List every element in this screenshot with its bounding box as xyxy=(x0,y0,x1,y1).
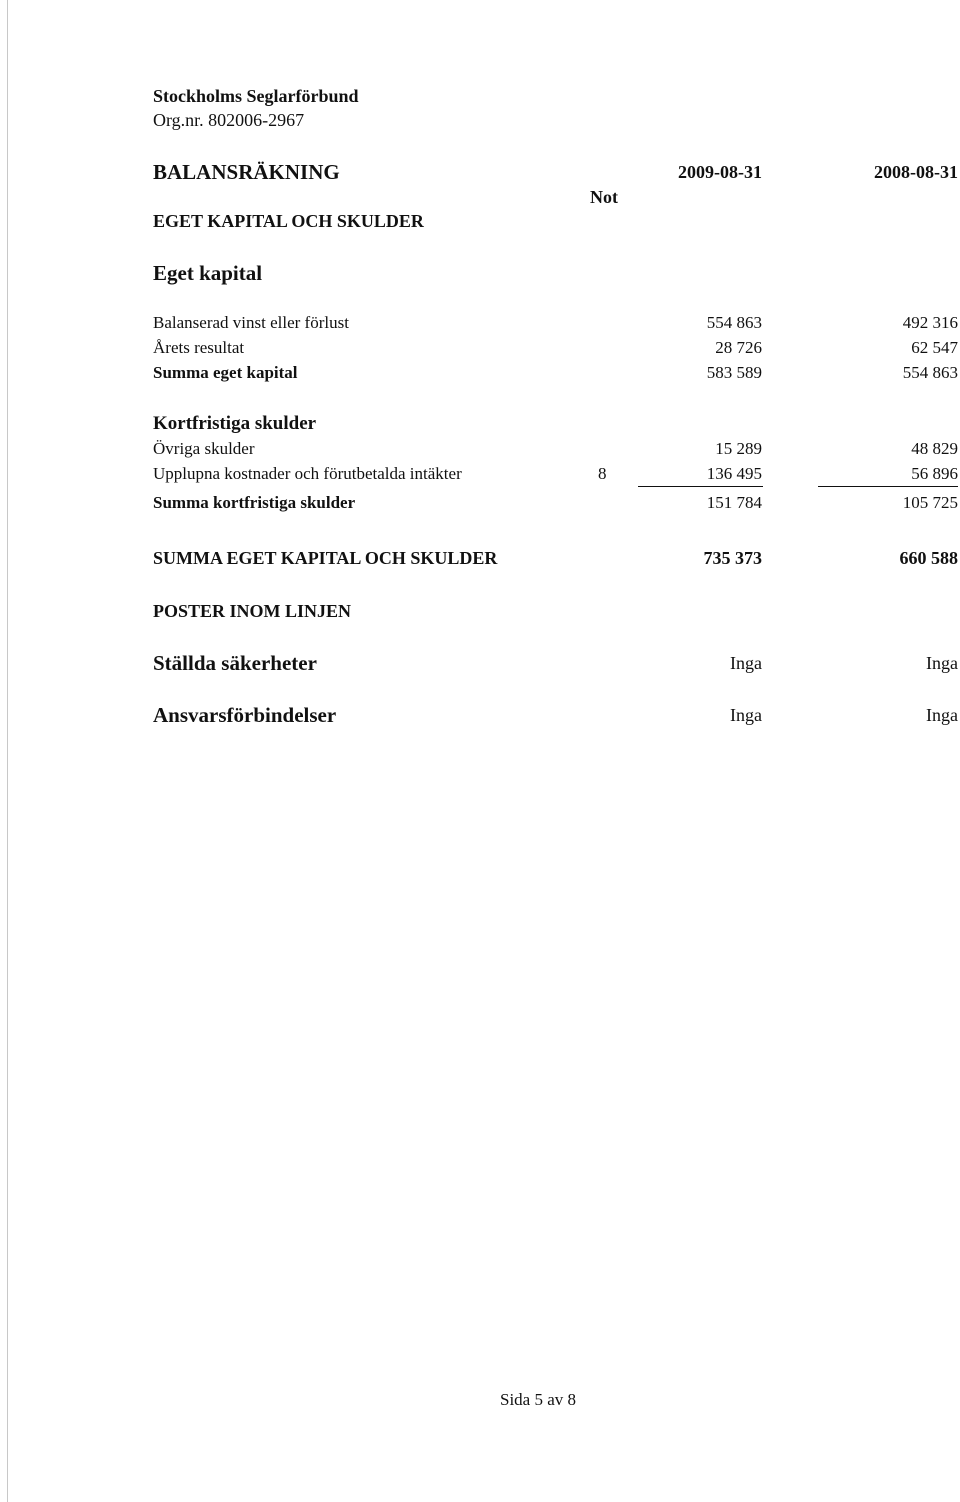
row-value-2008: 48 829 xyxy=(911,439,958,458)
off-balance-value-2008: Inga xyxy=(926,705,958,725)
grand-total-label: SUMMA EGET KAPITAL OCH SKULDER xyxy=(153,548,498,568)
row-value-2009: 136 495 xyxy=(706,464,762,483)
row-label: Årets resultat xyxy=(153,338,245,357)
equity-total-label: Summa eget kapital xyxy=(153,363,298,382)
row-value-2009: 28 726 xyxy=(715,338,762,357)
row-value-2008: 56 896 xyxy=(911,464,958,483)
grand-total-2009: 735 373 xyxy=(703,548,762,568)
column-header-note: Not xyxy=(590,187,618,207)
short-term-total-2009: 151 784 xyxy=(706,493,762,512)
equity-heading: Eget kapital xyxy=(153,261,263,285)
scan-edge-line xyxy=(7,0,8,1502)
subtotal-rule-2008 xyxy=(818,486,958,487)
equity-total-2008: 554 863 xyxy=(902,363,958,382)
row-value-2009: 15 289 xyxy=(715,439,762,458)
off-balance-label: Ställda säkerheter xyxy=(153,651,317,675)
row-value-2008: 62 547 xyxy=(911,338,958,357)
short-term-total-label: Summa kortfristiga skulder xyxy=(153,493,356,512)
row-value-2008: 492 316 xyxy=(902,313,958,332)
short-term-heading: Kortfristiga skulder xyxy=(153,413,317,434)
row-label: Upplupna kostnader och förutbetalda intäkter xyxy=(153,464,462,483)
row-value-2009: 554 863 xyxy=(706,313,762,332)
off-balance-value-2008: Inga xyxy=(926,653,958,673)
column-header-2009: 2009-08-31 xyxy=(678,162,762,182)
document-title: BALANSRÄKNING xyxy=(153,160,340,184)
subtotal-rule-2009 xyxy=(638,486,763,487)
off-balance-label: Ansvarsförbindelser xyxy=(153,703,337,727)
page-number: Sida 5 av 8 xyxy=(499,1390,577,1409)
grand-total-2008: 660 588 xyxy=(899,548,958,568)
organization-number: Org.nr. 802006-2967 xyxy=(153,110,305,130)
equity-total-2009: 583 589 xyxy=(706,363,762,382)
row-note: 8 xyxy=(598,464,607,483)
row-label: Balanserad vinst eller förlust xyxy=(153,313,349,332)
off-balance-heading: POSTER INOM LINJEN xyxy=(153,601,352,621)
section-heading: EGET KAPITAL OCH SKULDER xyxy=(153,211,424,231)
off-balance-value-2009: Inga xyxy=(730,705,762,725)
row-label: Övriga skulder xyxy=(153,439,255,458)
short-term-total-2008: 105 725 xyxy=(902,493,958,512)
off-balance-value-2009: Inga xyxy=(730,653,762,673)
column-header-2008: 2008-08-31 xyxy=(874,162,958,182)
organization-name: Stockholms Seglarförbund xyxy=(153,86,359,106)
